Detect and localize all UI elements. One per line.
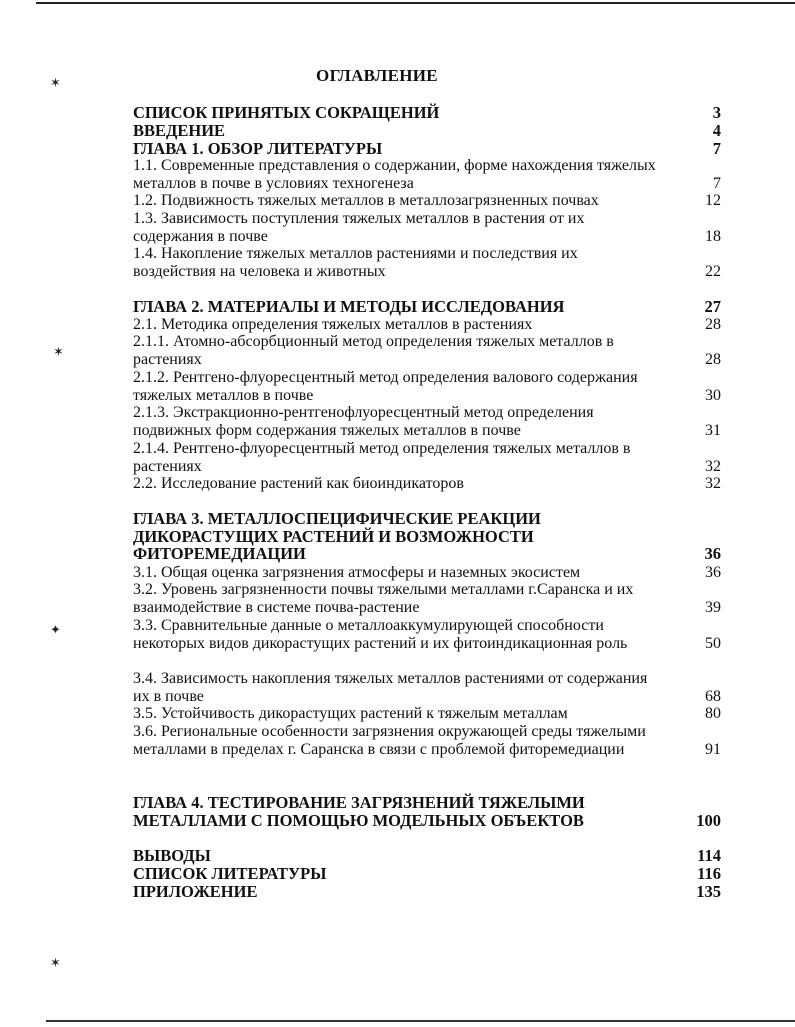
- toc-entry: [133, 333, 721, 368]
- toc-entry-page: 18: [705, 227, 721, 245]
- toc-entry-title: 2.1.2. Рентгено-флуоресцентный метод определения валового содержания тяжелых металлов в почве: [133, 369, 638, 404]
- toc-entry: [133, 245, 721, 280]
- toc-entry-title: 2.1.1. Атомно-абсорбционный метод определения тяжелых металлов в растениях: [133, 333, 614, 368]
- toc-entry-title: 1.3. Зависимость поступления тяжелых металлов в растения от их содержания в почве: [133, 210, 585, 245]
- toc-entry-title: 3.1. Общая оценка загрязнения атмосферы и наземных экосистем: [133, 564, 581, 581]
- scan-border-bottom: [46, 1020, 795, 1022]
- toc-entry: [133, 475, 721, 493]
- toc-entry: [133, 847, 721, 865]
- toc-entry-page: 7: [712, 139, 721, 158]
- toc-entry-title: ВВЕДЕНИЕ: [133, 121, 226, 140]
- toc-entry-title: ВЫВОДЫ: [133, 846, 211, 865]
- toc-entry-page: 22: [705, 262, 721, 280]
- toc-entry: [133, 316, 721, 334]
- toc-entry-title: 1.4. Накопление тяжелых металлов растениями и последствия их воздействия на человека и животных: [133, 245, 578, 280]
- toc-entry-page: 36: [704, 544, 721, 564]
- scan-speck-icon: ✦: [50, 622, 61, 637]
- toc-entry-title: ГЛАВА 2. МАТЕРИАЛЫ И МЕТОДЫ ИССЛЕДОВАНИЯ: [133, 297, 565, 316]
- toc-entry: [133, 617, 721, 652]
- toc-entry: [133, 192, 721, 210]
- toc-entry-title: ГЛАВА 3. МЕТАЛЛОСПЕЦИФИЧЕСКИЕ РЕАКЦИИ ДИКОРАСТУЩИХ РАСТЕНИЙ И ВОЗМОЖНОСТИ ФИТОРЕМЕДИАЦИИ: [133, 509, 541, 564]
- toc-entry: [133, 705, 721, 723]
- toc-entry-page: 27: [704, 297, 721, 316]
- toc-entry: [133, 723, 721, 758]
- toc-entry: [133, 210, 721, 245]
- toc-entry-title: 1.2. Подвижность тяжелых металлов в металлозагрязненных почвах: [133, 192, 599, 209]
- toc-entry-page: 32: [705, 457, 721, 475]
- toc-entry-page: 4: [712, 121, 721, 140]
- toc-entry: [133, 865, 721, 883]
- toc-entry-title: 3.3. Сравнительные данные о металлоаккумулирующей способности некоторых видов дикорастущих растений и их фитоиндикационная роль: [133, 617, 628, 652]
- toc-entry: [133, 104, 721, 122]
- toc-entry-title: 3.4. Зависимость накопления тяжелых металлов растениями от содержания их в почве: [133, 670, 648, 705]
- toc-entry-page: 80: [705, 705, 721, 722]
- toc-entry-page: 100: [696, 810, 721, 830]
- toc-entry-title: СПИСОК ЛИТЕРАТУРЫ: [133, 864, 327, 883]
- toc-entry-title: 2.1. Методика определения тяжелых металлов в растениях: [133, 316, 533, 333]
- toc-entry-title: 3.5. Устойчивость дикорастущих растений к тяжелым металлам: [133, 705, 568, 722]
- toc-entry-title: 2.1.3. Экстракционно-рентгенофлуоресцентный метод определения подвижных форм содержания тяжелых металлов в почве: [133, 404, 594, 439]
- toc-entry-page: 28: [705, 350, 721, 368]
- toc-entry: [133, 564, 721, 582]
- toc-entry-title: 3.2. Уровень загрязненности почвы тяжелыми металлами г.Саранска и их взаимодействие в системе почва-растение: [133, 581, 634, 616]
- toc-entry-page: 39: [705, 598, 721, 616]
- toc-entry-page: 50: [705, 634, 721, 652]
- toc-entry-page: 30: [705, 386, 721, 404]
- toc-entry-title: ГЛАВА 1. ОБЗОР ЛИТЕРАТУРЫ: [133, 139, 383, 158]
- toc-entry: [133, 794, 721, 829]
- toc-entry-page: 114: [697, 846, 721, 865]
- toc-entry-title: 3.6. Региональные особенности загрязнения окружающей среды тяжелыми металлами в пределах г. Саранска в связи с проблемой фиторемедиации: [133, 723, 646, 758]
- page-title: ОГЛАВЛЕНИЕ: [316, 66, 438, 85]
- toc-entry-title: 2.2. Исследование растений как биоиндикаторов: [133, 475, 464, 492]
- scan-border-top: [36, 2, 795, 4]
- toc-entry: [133, 298, 721, 316]
- scan-speck-icon: ✶: [50, 955, 61, 970]
- toc-entry: [133, 581, 721, 616]
- toc-entry-title: СПИСОК ПРИНЯТЫХ СОКРАЩЕНИЙ: [133, 103, 440, 122]
- toc-entry-title: ПРИЛОЖЕНИЕ: [133, 882, 258, 901]
- toc-entry-page: 91: [705, 740, 721, 758]
- toc-entry: [133, 510, 721, 563]
- toc-entry: [133, 122, 721, 140]
- toc-entry: [133, 670, 721, 705]
- toc-entry: [133, 369, 721, 404]
- toc-entry-page: 28: [705, 316, 721, 333]
- toc-entry-page: 12: [705, 192, 721, 209]
- toc-entry-page: 3: [712, 103, 721, 122]
- toc-entry: [133, 157, 721, 192]
- toc-entry: [133, 883, 721, 901]
- toc-entry-page: 116: [697, 864, 721, 883]
- toc-entry: [133, 404, 721, 439]
- toc-entry-page: 135: [696, 882, 721, 901]
- toc-entry-title: 1.1. Современные представления о содержании, форме нахождения тяжелых металлов в почве в условиях техногенеза: [133, 157, 656, 192]
- toc-entry-page: 7: [713, 174, 721, 192]
- scan-speck-icon: ✶: [53, 344, 64, 359]
- toc-entry-title: 2.1.4. Рентгено-флуоресцентный метод определения тяжелых металлов в растениях: [133, 440, 631, 475]
- toc-entry-page: 68: [705, 687, 721, 705]
- toc-entry: [133, 140, 721, 158]
- toc-entry-page: 36: [705, 564, 721, 581]
- toc-entry: [133, 440, 721, 475]
- toc-entry-title: ГЛАВА 4. ТЕСТИРОВАНИЕ ЗАГРЯЗНЕНИЙ ТЯЖЕЛЫМИ МЕТАЛЛАМИ С ПОМОЩЬЮ МОДЕЛЬНЫХ ОБЪЕКТОВ: [133, 793, 585, 830]
- toc-entry-page: 32: [705, 475, 721, 492]
- toc-entry-page: 31: [705, 421, 721, 439]
- scan-speck-icon: ✶: [50, 75, 61, 90]
